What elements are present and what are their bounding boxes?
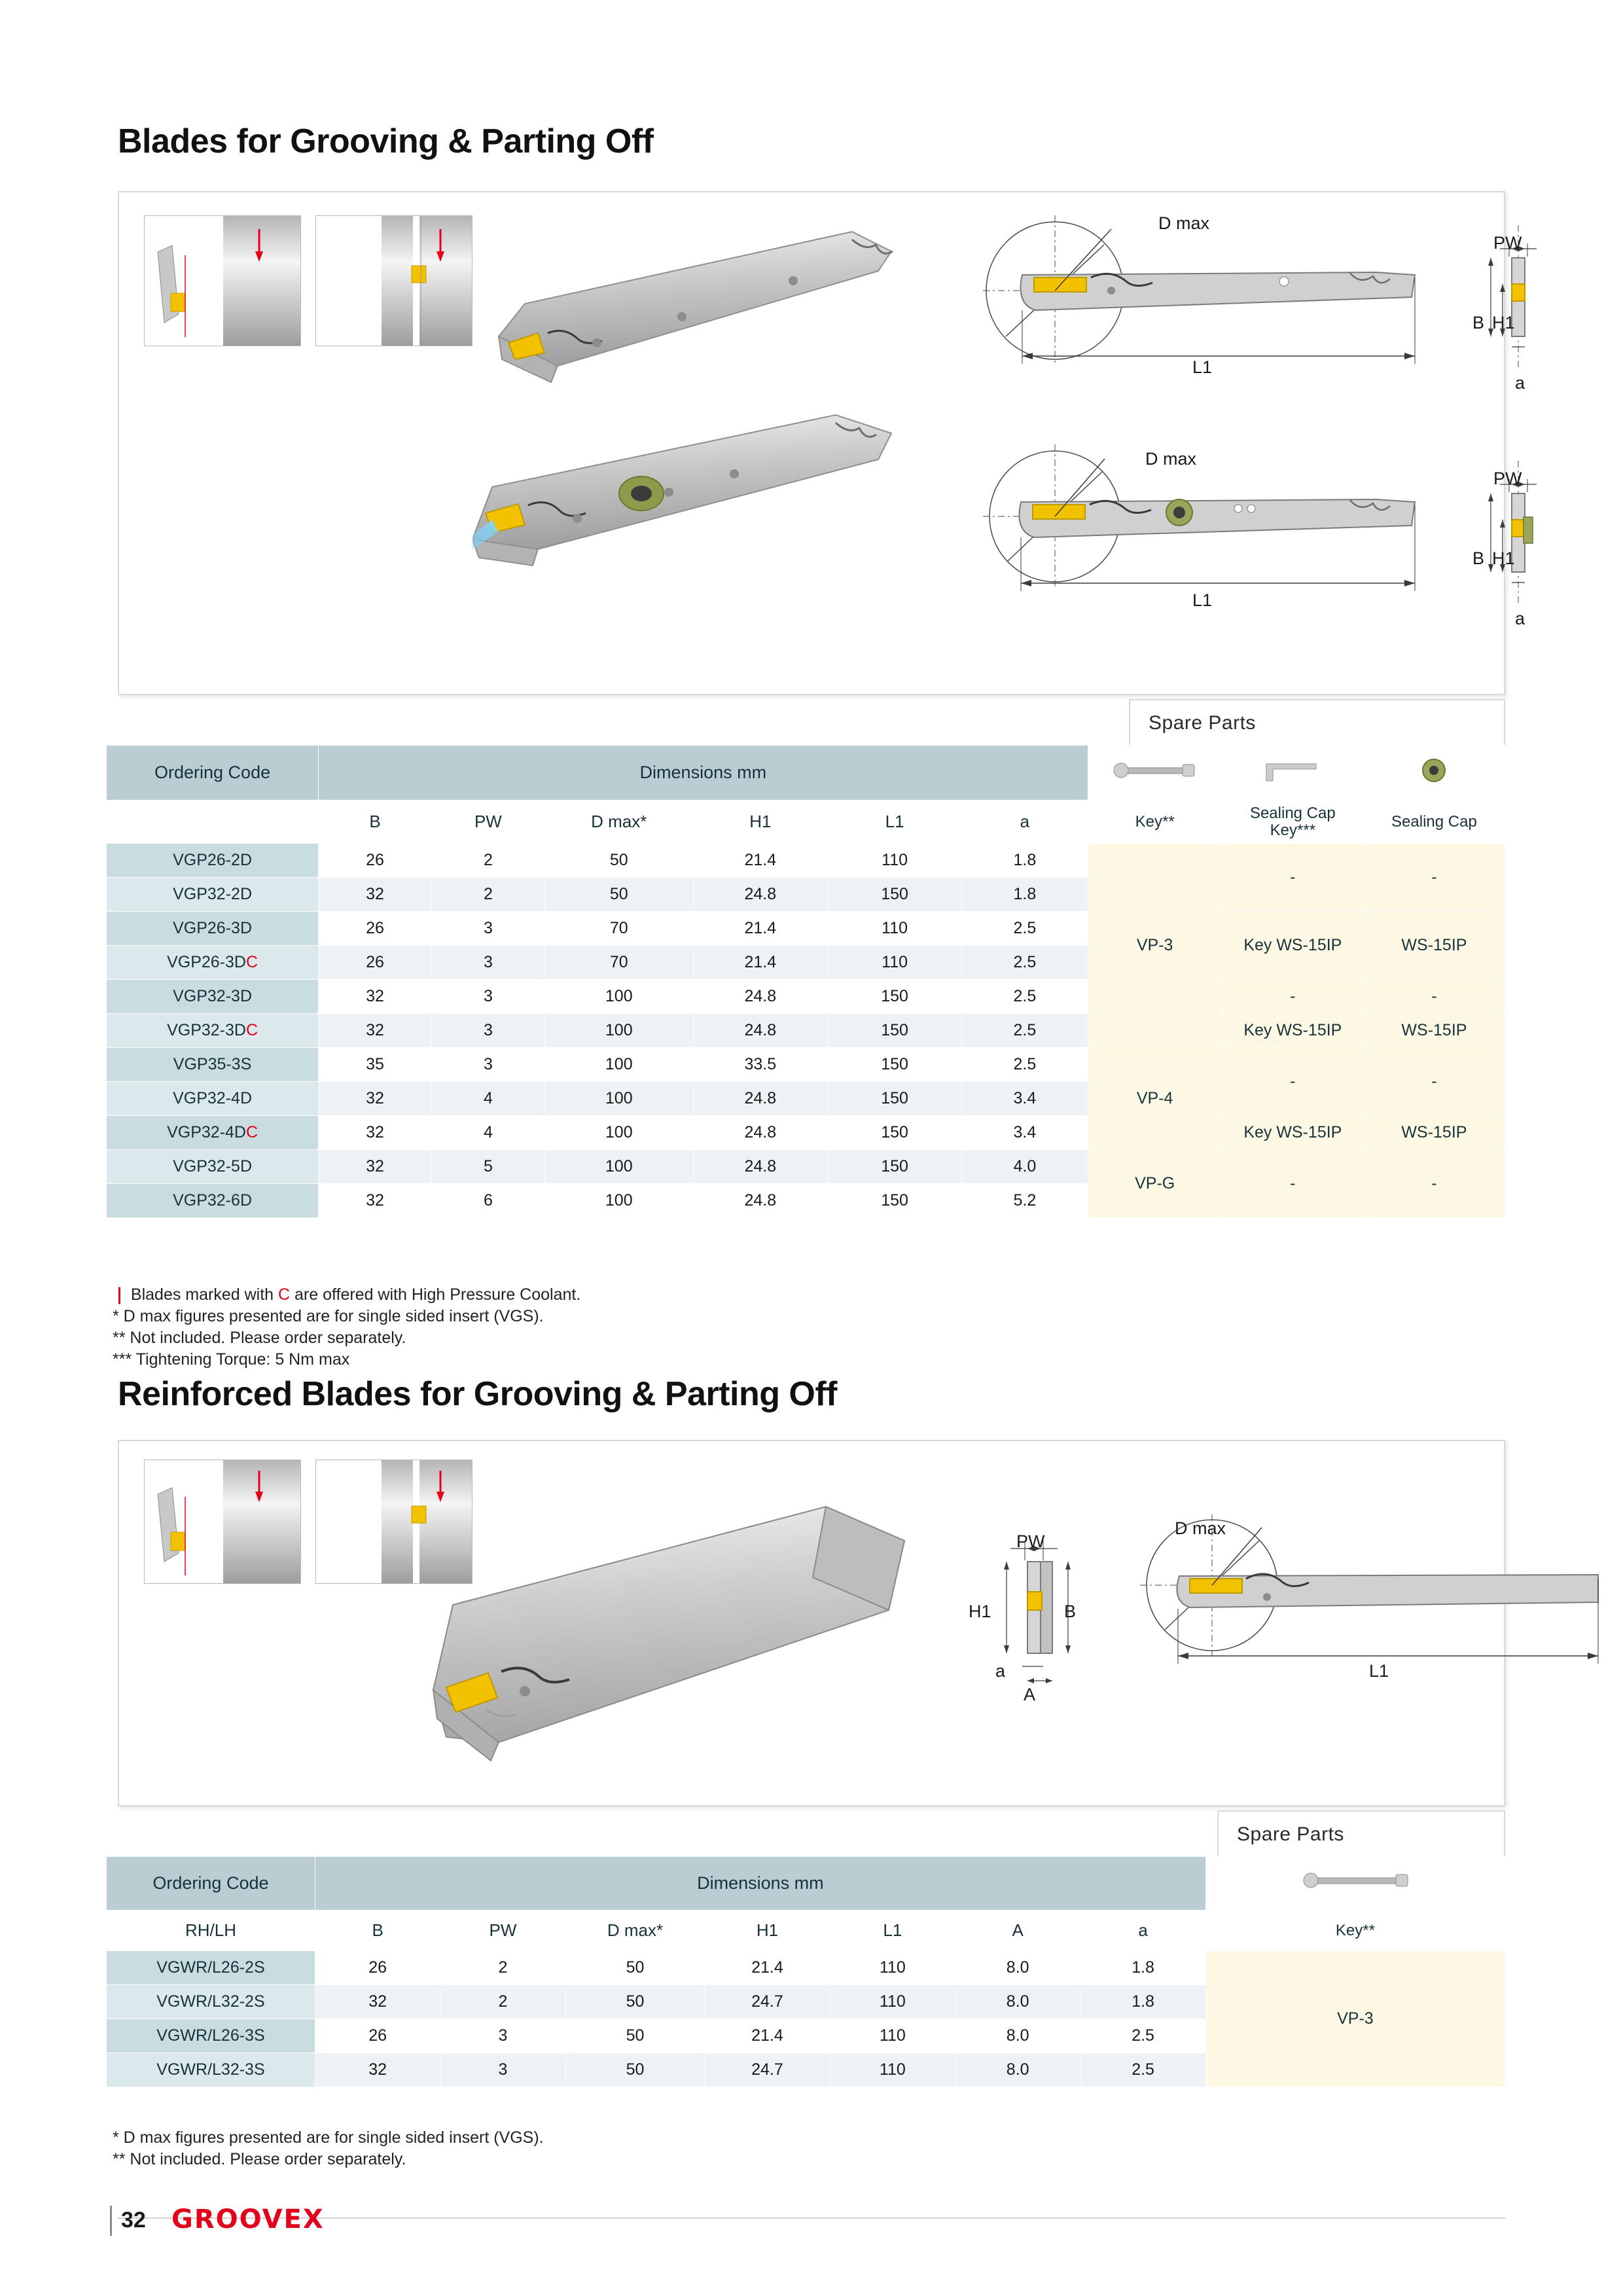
cell-H1: 21.4 bbox=[705, 1951, 830, 1985]
cell-cap-key: - bbox=[1222, 1048, 1363, 1116]
cell-PW: 2 bbox=[431, 844, 544, 878]
cell-Dmax: 70 bbox=[544, 946, 693, 980]
subheader-rhlh: RH/LH bbox=[107, 1910, 315, 1951]
warning-icon: ❘ bbox=[113, 1285, 126, 1304]
cell-PW: 6 bbox=[431, 1184, 544, 1218]
label-pw-reinf: PW bbox=[1016, 1532, 1045, 1551]
cell-cap: WS-15IP bbox=[1363, 912, 1505, 980]
blades-table-body bbox=[107, 844, 1505, 1218]
page-title-blades bbox=[118, 122, 653, 161]
cell-a: 3.4 bbox=[962, 1082, 1088, 1116]
reinforced-table-body bbox=[107, 1951, 1505, 2087]
cell-B: 32 bbox=[319, 980, 432, 1014]
subheader-B: B bbox=[319, 800, 432, 844]
table-row bbox=[107, 980, 1505, 1014]
subheader-sealing-cap: Sealing Cap bbox=[1363, 800, 1505, 844]
cell-cap-key: Key WS-15IP bbox=[1222, 1014, 1363, 1048]
cell-a: 5.2 bbox=[962, 1184, 1088, 1218]
subheader-H1-2: H1 bbox=[705, 1910, 830, 1951]
cell-a: 2.5 bbox=[962, 980, 1088, 1014]
cell-a: 1.8 bbox=[1080, 1951, 1205, 1985]
cell-B: 32 bbox=[319, 1150, 432, 1184]
page-title-reinforced bbox=[118, 1374, 837, 1414]
cell-PW: 3 bbox=[431, 912, 544, 946]
subheader-key-2: Key** bbox=[1205, 1910, 1505, 1951]
subheader-sealing-cap-key: Sealing Cap Key*** bbox=[1222, 800, 1363, 844]
footnote-4: *** Tightening Torque: 5 Nm max bbox=[113, 1350, 350, 1369]
footnotes-section-2 bbox=[113, 2127, 1094, 2170]
cell-code: VGP32-3D bbox=[107, 980, 319, 1014]
cell-PW: 3 bbox=[431, 946, 544, 980]
cell-a: 2.5 bbox=[962, 946, 1088, 980]
label-b-bottom: B bbox=[1472, 548, 1485, 568]
cell-B: 26 bbox=[319, 912, 432, 946]
cell-H1: 21.4 bbox=[693, 912, 827, 946]
cell-key: VP-G bbox=[1088, 1150, 1222, 1218]
label-b-reinf: B bbox=[1064, 1602, 1077, 1621]
blade-3d-standard bbox=[486, 225, 918, 395]
cell-key: VP-3 bbox=[1205, 1951, 1505, 2087]
label-l1-bottom: L1 bbox=[1192, 590, 1213, 610]
cell-code: VGP26-2D bbox=[107, 844, 319, 878]
cell-a: 2.5 bbox=[1080, 2053, 1205, 2087]
cell-code: VGP32-3DC bbox=[107, 1014, 319, 1048]
cell-a: 2.5 bbox=[962, 1014, 1088, 1048]
spare-icon-cap-key bbox=[1222, 745, 1363, 800]
cell-Dmax: 50 bbox=[544, 878, 693, 912]
cell-B: 32 bbox=[319, 1082, 432, 1116]
cell-cap: - bbox=[1363, 844, 1505, 912]
footnote-1-highlight: C bbox=[278, 1285, 291, 1304]
cell-code: VGWR/L32-3S bbox=[107, 2053, 315, 2087]
cell-A: 8.0 bbox=[955, 1951, 1080, 1985]
subheader-Dmax: D max* bbox=[544, 800, 693, 844]
parting-illustration-svg bbox=[316, 216, 473, 346]
section-1-title: Blades for Grooving & Parting Off bbox=[118, 122, 654, 160]
cell-H1: 24.8 bbox=[693, 1082, 827, 1116]
cell-Dmax: 100 bbox=[544, 1048, 693, 1082]
footnote-2: * D max figures presented are for single sided insert (VGS). bbox=[113, 1307, 544, 1325]
footnotes-section-1 bbox=[113, 1284, 1094, 1371]
label-h1-top: H1 bbox=[1492, 313, 1515, 332]
cell-PW: 3 bbox=[440, 2019, 565, 2053]
cell-Dmax: 100 bbox=[544, 1184, 693, 1218]
blade-3d-coolant bbox=[473, 408, 918, 579]
cell-B: 32 bbox=[319, 878, 432, 912]
cell-a: 2.5 bbox=[962, 1048, 1088, 1082]
table-row bbox=[107, 1048, 1505, 1082]
cell-B: 26 bbox=[315, 1951, 440, 1985]
cell-A: 8.0 bbox=[955, 2019, 1080, 2053]
cell-a: 1.8 bbox=[962, 844, 1088, 878]
cell-Dmax: 100 bbox=[544, 1082, 693, 1116]
grooving-illustration-svg-2 bbox=[145, 1460, 301, 1584]
figure-reinforced-blades bbox=[118, 1440, 1505, 1806]
cell-L1: 150 bbox=[827, 1048, 961, 1082]
subheader-PW-2: PW bbox=[440, 1910, 565, 1951]
reinforced-dimensions-table bbox=[106, 1856, 1505, 2087]
subheader-key: Key** bbox=[1088, 800, 1222, 844]
cell-Dmax: 100 bbox=[544, 1150, 693, 1184]
table-row bbox=[107, 1951, 1505, 1985]
page-number: 32 bbox=[121, 2208, 146, 2233]
cell-Dmax: 100 bbox=[544, 1116, 693, 1150]
spare-icon-key-2 bbox=[1205, 1857, 1505, 1910]
cell-cap-key: Key WS-15IP bbox=[1222, 912, 1363, 980]
subheader-PW: PW bbox=[431, 800, 544, 844]
cell-cap-key: - bbox=[1222, 844, 1363, 912]
cell-H1: 24.8 bbox=[693, 878, 827, 912]
cell-H1: 21.4 bbox=[705, 2019, 830, 2053]
footnote-3: ** Not included. Please order separately. bbox=[113, 1329, 406, 1347]
cell-code: VGWR/L26-3S bbox=[107, 2019, 315, 2053]
cell-Dmax: 50 bbox=[565, 2019, 705, 2053]
page-number-tick bbox=[110, 2206, 112, 2236]
cell-L1: 110 bbox=[827, 844, 961, 878]
label-pw-bottom: PW bbox=[1493, 469, 1522, 488]
label-l1-reinf: L1 bbox=[1369, 1661, 1389, 1681]
subheader-H1: H1 bbox=[693, 800, 827, 844]
key-tool-icon bbox=[1109, 756, 1201, 785]
cell-L1: 110 bbox=[830, 1951, 955, 1985]
label-a-bottom: a bbox=[1515, 609, 1525, 628]
cell-H1: 24.7 bbox=[705, 1985, 830, 2019]
cell-Dmax: 50 bbox=[565, 1951, 705, 1985]
cell-PW: 3 bbox=[440, 2053, 565, 2087]
cell-code: VGP32-2D bbox=[107, 878, 319, 912]
cell-key: VP-3 bbox=[1088, 844, 1222, 1048]
cell-B: 32 bbox=[319, 1014, 432, 1048]
cell-B: 35 bbox=[319, 1048, 432, 1082]
subheader-a: a bbox=[962, 800, 1088, 844]
cell-code: VGP32-4DC bbox=[107, 1116, 319, 1150]
cell-L1: 110 bbox=[830, 1985, 955, 2019]
footer-divider bbox=[118, 2217, 1505, 2219]
cell-cap-key: - bbox=[1222, 980, 1363, 1014]
subheader-B-2: B bbox=[315, 1910, 440, 1951]
cell-L1: 110 bbox=[830, 2053, 955, 2087]
figure-blades bbox=[118, 191, 1525, 695]
cell-a: 3.4 bbox=[962, 1116, 1088, 1150]
cell-A: 8.0 bbox=[955, 2053, 1080, 2087]
cell-L1: 150 bbox=[827, 1014, 961, 1048]
subheader-A-2: A bbox=[955, 1910, 1080, 1951]
cell-cap-key: - bbox=[1222, 1150, 1363, 1218]
cell-B: 32 bbox=[315, 1985, 440, 2019]
cell-Dmax: 100 bbox=[544, 1014, 693, 1048]
header-dimensions: Dimensions mm bbox=[319, 745, 1088, 800]
grooving-illustration-svg bbox=[145, 216, 301, 346]
cell-H1: 21.4 bbox=[693, 946, 827, 980]
spare-icon-cap bbox=[1363, 745, 1505, 800]
label-dmax-top: D max bbox=[1158, 213, 1210, 233]
cell-Dmax: 70 bbox=[544, 912, 693, 946]
label-l1-top: L1 bbox=[1192, 357, 1213, 377]
cell-L1: 110 bbox=[827, 912, 961, 946]
cell-key: VP-4 bbox=[1088, 1048, 1222, 1150]
cell-L1: 110 bbox=[830, 2019, 955, 2053]
reinforced-side-view bbox=[1127, 1513, 1623, 1723]
blades-dimensions-table bbox=[106, 745, 1505, 1218]
cell-PW: 4 bbox=[431, 1082, 544, 1116]
label-A-reinf: A bbox=[1024, 1685, 1036, 1704]
label-b-top: B bbox=[1472, 313, 1485, 332]
key-tool-icon-2 bbox=[1277, 1867, 1434, 1895]
cell-a: 2.5 bbox=[962, 912, 1088, 946]
cell-L1: 150 bbox=[827, 1150, 961, 1184]
cell-Dmax: 100 bbox=[544, 980, 693, 1014]
footnote-6: ** Not included. Please order separately. bbox=[113, 2150, 406, 2168]
table-row bbox=[107, 1014, 1505, 1048]
cell-code: VGWR/L26-2S bbox=[107, 1951, 315, 1985]
cell-B: 32 bbox=[319, 1116, 432, 1150]
cell-H1: 21.4 bbox=[693, 844, 827, 878]
label-pw-top: PW bbox=[1493, 233, 1522, 253]
cell-H1: 33.5 bbox=[693, 1048, 827, 1082]
table-row bbox=[107, 1116, 1505, 1150]
reinforced-blade-3d bbox=[420, 1494, 944, 1782]
cell-B: 32 bbox=[315, 2053, 440, 2087]
cell-code: VGP32-6D bbox=[107, 1184, 319, 1218]
label-h1-reinf: H1 bbox=[969, 1602, 991, 1621]
cell-H1: 24.8 bbox=[693, 1184, 827, 1218]
subheader-L1: L1 bbox=[827, 800, 961, 844]
subheader-Dmax-2: D max* bbox=[565, 1910, 705, 1951]
mini-diagram-parting bbox=[315, 215, 473, 346]
label-h1-bottom: H1 bbox=[1492, 548, 1515, 568]
label-dmax-bottom: D max bbox=[1145, 449, 1197, 469]
cell-L1: 110 bbox=[827, 946, 961, 980]
cell-PW: 3 bbox=[431, 1048, 544, 1082]
mini-diagram-grooving-2 bbox=[144, 1460, 301, 1584]
sealing-cap-icon bbox=[1395, 756, 1473, 785]
header-ordering-code-2: Ordering Code bbox=[107, 1857, 315, 1910]
cell-H1: 24.8 bbox=[693, 980, 827, 1014]
cell-PW: 3 bbox=[431, 980, 544, 1014]
brand-logo: GROOVEX bbox=[171, 2204, 325, 2234]
cell-cap: - bbox=[1363, 1150, 1505, 1218]
spare-parts-panel-1 bbox=[1129, 699, 1505, 745]
cell-code: VGP26-3D bbox=[107, 912, 319, 946]
cell-cap: WS-15IP bbox=[1363, 1116, 1505, 1150]
spare-parts-panel-2 bbox=[1217, 1810, 1505, 1856]
cell-B: 26 bbox=[315, 2019, 440, 2053]
cell-H1: 24.8 bbox=[693, 1116, 827, 1150]
cell-code: VGP35-3S bbox=[107, 1048, 319, 1082]
footnote-5: * D max figures presented are for single sided insert (VGS). bbox=[113, 2128, 544, 2147]
cell-L1: 150 bbox=[827, 980, 961, 1014]
section-2-title: Reinforced Blades for Grooving & Parting Off bbox=[118, 1375, 837, 1413]
cell-B: 26 bbox=[319, 844, 432, 878]
cell-Dmax: 50 bbox=[544, 844, 693, 878]
cell-PW: 3 bbox=[431, 1014, 544, 1048]
allen-key-icon bbox=[1253, 756, 1332, 785]
cell-A: 8.0 bbox=[955, 1985, 1080, 2019]
table-row bbox=[107, 844, 1505, 878]
cell-Dmax: 50 bbox=[565, 2053, 705, 2087]
cell-H1: 24.8 bbox=[693, 1014, 827, 1048]
cell-PW: 2 bbox=[440, 1951, 565, 1985]
cell-a: 1.8 bbox=[962, 878, 1088, 912]
cell-PW: 4 bbox=[431, 1116, 544, 1150]
cell-cap: - bbox=[1363, 980, 1505, 1014]
cell-code: VGP32-4D bbox=[107, 1082, 319, 1116]
cell-cap-key: Key WS-15IP bbox=[1222, 1116, 1363, 1150]
spare-icon-key bbox=[1088, 745, 1222, 800]
cell-PW: 2 bbox=[440, 1985, 565, 2019]
cell-code: VGWR/L32-2S bbox=[107, 1985, 315, 2019]
cell-PW: 5 bbox=[431, 1150, 544, 1184]
label-dmax-reinf: D max bbox=[1175, 1518, 1226, 1538]
table-row bbox=[107, 1150, 1505, 1184]
footnote-1-text: Blades marked with bbox=[130, 1285, 279, 1304]
label-a-reinf: a bbox=[995, 1661, 1006, 1681]
cell-a: 4.0 bbox=[962, 1150, 1088, 1184]
cell-code: VGP32-5D bbox=[107, 1150, 319, 1184]
cell-L1: 150 bbox=[827, 878, 961, 912]
subheader-L1-2: L1 bbox=[830, 1910, 955, 1951]
header-dimensions-2: Dimensions mm bbox=[315, 1857, 1205, 1910]
cell-code: VGP26-3DC bbox=[107, 946, 319, 980]
label-a-top: a bbox=[1515, 373, 1525, 393]
cell-cap: - bbox=[1363, 1048, 1505, 1116]
cell-H1: 24.7 bbox=[705, 2053, 830, 2087]
cell-B: 26 bbox=[319, 946, 432, 980]
cell-L1: 150 bbox=[827, 1184, 961, 1218]
cell-PW: 2 bbox=[431, 878, 544, 912]
footnote-1 bbox=[113, 1284, 1094, 1306]
subheader-a-2: a bbox=[1080, 1910, 1205, 1951]
spare-parts-title-1: Spare Parts bbox=[1149, 712, 1256, 734]
cell-a: 2.5 bbox=[1080, 2019, 1205, 2053]
cell-Dmax: 50 bbox=[565, 1985, 705, 2019]
mini-diagram-grooving bbox=[144, 215, 301, 346]
subheader-blank bbox=[107, 800, 319, 844]
cell-L1: 150 bbox=[827, 1082, 961, 1116]
cell-L1: 150 bbox=[827, 1116, 961, 1150]
cell-H1: 24.8 bbox=[693, 1150, 827, 1184]
header-ordering-code: Ordering Code bbox=[107, 745, 319, 800]
spare-parts-title-2: Spare Parts bbox=[1237, 1823, 1344, 1845]
table-row bbox=[107, 912, 1505, 946]
footnote-1-tail: are offered with High Pressure Coolant. bbox=[290, 1285, 581, 1304]
cell-a: 1.8 bbox=[1080, 1985, 1205, 2019]
cell-cap: WS-15IP bbox=[1363, 1014, 1505, 1048]
cell-B: 32 bbox=[319, 1184, 432, 1218]
